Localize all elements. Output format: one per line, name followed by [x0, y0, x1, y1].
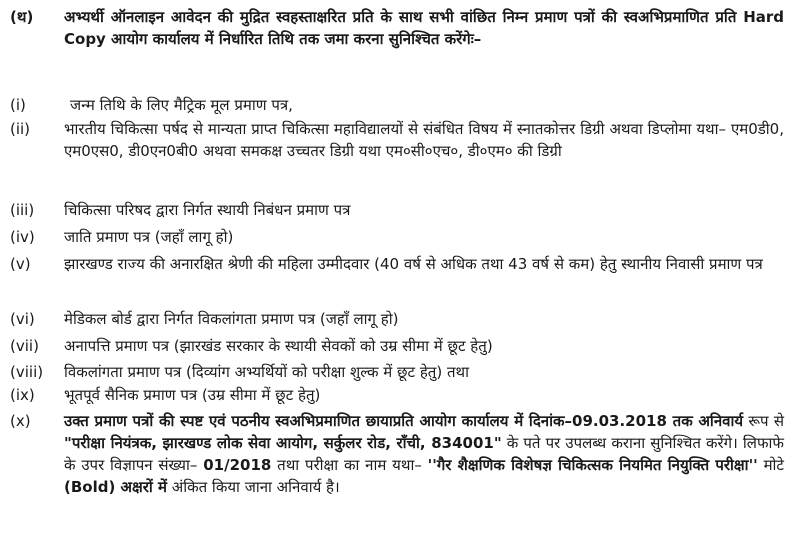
- list-marker: (ix): [10, 386, 35, 404]
- list-item-text: मेडिकल बोर्ड द्वारा निर्गत विकलांगता प्रमाण पत्र (जहाँ लागू हो): [64, 310, 399, 328]
- list-item-text: जन्म तिथि के लिए मैट्रिक मूल प्रमाण पत्र,: [70, 96, 293, 114]
- list-item-text: चिकित्सा परिषद द्वारा निर्गत स्थायी निबंधन प्रमाण पत्र: [64, 201, 351, 219]
- list-item-text: अनापत्ति प्रमाण पत्र (झारखंड सरकार के स्थायी सेवकों को उम्र सीमा में छूट हेतु): [64, 337, 493, 355]
- list-marker: (v): [10, 255, 31, 273]
- list-item-text: [64, 410, 784, 498]
- plain-text: तथा परीक्षा का नाम यथा–: [271, 456, 428, 474]
- list-item-text: जाति प्रमाण पत्र (जहाँ लागू हो): [64, 228, 234, 246]
- list-marker: (viii): [10, 363, 44, 381]
- list-marker: (iii): [10, 201, 35, 219]
- plain-text: मोटे: [757, 456, 784, 474]
- plain-text: रूप से: [743, 412, 784, 430]
- plain-text: अंकित किया जाना अनिवार्य है।: [166, 478, 340, 496]
- list-marker: (vi): [10, 310, 35, 328]
- list-item-text: भारतीय चिकित्सा पर्षद से मान्यता प्राप्त चिकित्सा महाविद्यालयों से संबंधित विषय में स्नातकोत्तर डिग्री अथवा डिप्लोमा यथा– एम0डी0, एम0एस0, डी0एन0बी0 अथवा समकक्ष उच्चतर डिग्री यथा एम०सी०एच०, डी०एम० की डिग्री: [64, 120, 784, 160]
- list-marker: (iv): [10, 228, 35, 246]
- list-marker: (vii): [10, 337, 39, 355]
- list-item-text: झारखण्ड राज्य की अनारक्षित श्रेणी की महिला उम्मीदवार (40 वर्ष से अधिक तथा 43 वर्ष से कम) हेतु स्थानीय निवासी प्रमाण पत्र: [64, 255, 763, 273]
- list-marker: (x): [10, 412, 31, 430]
- list-marker: (थ): [10, 8, 34, 26]
- list-marker: (i): [10, 96, 26, 114]
- list-item-text: विकलांगता प्रमाण पत्र (दिव्यांग अभ्यर्थियों को परीक्षा शुल्क में छूट हेतु) तथा: [64, 363, 469, 381]
- exam-name: ''गैर शैक्षणिक विशेषज्ञ चिकित्सक नियमित नियुक्ति परीक्षा'': [427, 456, 758, 474]
- address-text: "परीक्षा नियंत्रक, झारखण्ड लोक सेवा आयोग, सर्कुलर रोड, राँची, 834001": [64, 434, 502, 452]
- advertisement-number: 01/2018: [203, 456, 272, 474]
- list-item-text: भूतपूर्व सैनिक प्रमाण पत्र (उम्र सीमा में छूट हेतु): [64, 386, 321, 404]
- bold-instruction: (Bold) अक्षरों में: [64, 478, 167, 496]
- list-marker: (ii): [10, 120, 31, 138]
- intro-text: अभ्यर्थी ऑनलाइन आवेदन की मुद्रित स्वहस्ताक्षरित प्रति के साथ सभी वांछित निम्न प्रमाण पत्रों की स्वअभिप्रमाणित प्रति Hard Copy आयोग कार्यालय में निर्धारित तिथि तक जमा करना सुनिश्चित करेंगेः–: [64, 8, 784, 48]
- deadline-text: उक्त प्रमाण पत्रों की स्पष्ट एवं पठनीय स्वअभिप्रमाणित छायाप्रति आयोग कार्यालय में दिनांक–09.03.2018 तक अनिवार्य: [64, 412, 744, 430]
- plain-text: के पते पर उपलब्ध कराना सुनिश्चित करेंगे। लिफाफे के उपर विज्ञापन संख्या–: [64, 434, 784, 474]
